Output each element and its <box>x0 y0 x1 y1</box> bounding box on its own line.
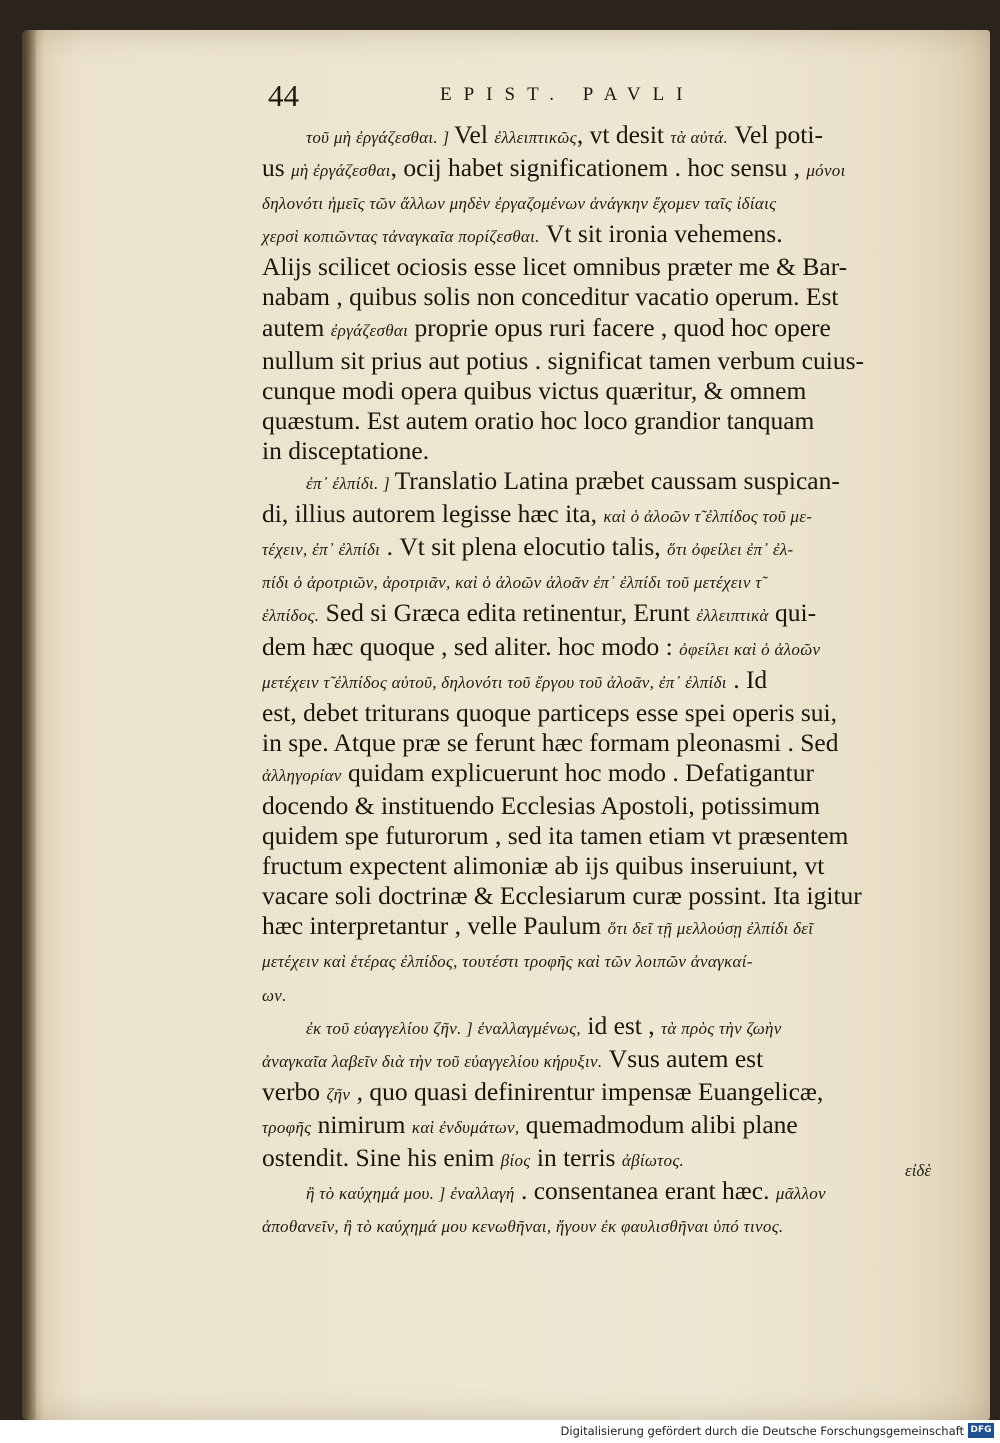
latin-text: quidam explicuerunt hoc modo . Defatigantur <box>341 757 814 787</box>
text-line <box>262 436 952 466</box>
greek-text: ἀβίωτος. <box>621 1151 685 1170</box>
text-line <box>262 632 952 665</box>
greek-text: ὅτι ὀφείλει ἐπ᾽ ἐλ- <box>667 540 794 560</box>
latin-text: fructum expectent alimoniæ ab ijs quibus inseruiunt, vt <box>262 851 825 881</box>
greek-text: μετέχειν τ̃ ἐλπίδος αὐτοῦ, δηλονότι τοῦ ἔργου τοῦ ἀλοᾶν, ἐπ᾽ ἐλπίδι <box>262 672 727 692</box>
latin-text: , quo quasi definirentur impensæ Euangelicæ, <box>350 1076 824 1106</box>
text-line <box>262 728 952 758</box>
text-line <box>262 376 952 406</box>
greek-text: βίος <box>500 1151 531 1170</box>
latin-text: cunque modi opera quibus victus quæritur, & omnem <box>262 375 807 405</box>
latin-text: verbo <box>262 1076 327 1106</box>
text-line <box>262 598 952 631</box>
dfg-logo: DFG <box>968 1423 994 1438</box>
footer-bar <box>0 1420 1000 1443</box>
latin-text: quemadmodum alibi plane <box>519 1109 798 1139</box>
greek-text: ἐναλλαγή <box>450 1184 515 1204</box>
text-line <box>262 758 952 791</box>
greek-text: ἀναγκαῖα λαβεῖν διὰ τὴν τοῦ εὐαγγελίου κήρυξιν. <box>262 1051 603 1071</box>
greek-text: δηλονότι ἡμεῖς τῶν ἄλλων μηδὲν ἐργαζομένων ἀνάγκην ἔχομεν ταῖς ἰδίαις <box>262 194 777 214</box>
text-line <box>262 821 952 851</box>
text-line <box>262 1110 952 1143</box>
greek-text: μὴ ἐργάζεσθαι <box>291 161 391 181</box>
greek-text: τὰ πρὸς τὴν ζωὴν <box>661 1018 782 1038</box>
latin-text: . Vt sit plena elocutio talis, <box>380 532 668 562</box>
latin-text: , vt desit <box>576 120 671 149</box>
greek-text: ἢ τὸ καύχημά μου. ] <box>306 1184 451 1204</box>
text-line <box>262 665 952 698</box>
greek-text: ἀλληγορίαν <box>262 765 342 785</box>
latin-text: in disceptatione. <box>262 435 430 465</box>
greek-text: ἐναλλαγμένως, <box>477 1018 581 1038</box>
latin-text: id est , <box>580 1010 662 1040</box>
greek-text: ων. <box>262 985 287 1005</box>
greek-text: ἐπ᾽ ἐλπίδι. ] <box>306 474 395 494</box>
latin-text: Vt sit ironia vehemens. <box>539 219 783 249</box>
text-line <box>262 911 952 944</box>
greek-text: ζῆν <box>326 1084 351 1104</box>
text-line <box>262 186 952 219</box>
greek-text: τοῦ μὴ ἐργάζεσθαι. ] <box>306 128 454 147</box>
text-line <box>262 406 952 436</box>
greek-text: ἐλπίδος. <box>262 606 320 626</box>
greek-text: τέχειν, ἐπ᾽ ἐλπίδι <box>262 540 381 560</box>
greek-text: ἐλλειπτικῶς <box>494 128 577 147</box>
latin-text: in terris <box>530 1143 622 1172</box>
latin-text: nimirum <box>311 1109 412 1139</box>
greek-text: τροφῆς <box>262 1117 312 1137</box>
text-line <box>262 944 952 977</box>
latin-text: quæstum. Est autem oratio hoc loco grandior tanquam <box>262 405 815 435</box>
latin-text: qui- <box>768 598 817 628</box>
greek-text: καὶ ἐνδυμάτων, <box>411 1117 520 1137</box>
text-line <box>262 851 952 881</box>
latin-text: Vsus autem est <box>602 1043 764 1073</box>
latin-text: us <box>262 153 292 183</box>
latin-text: Sed si Græca edita retinentur, Erunt <box>319 598 697 628</box>
text-line <box>262 1143 952 1176</box>
greek-text: τὰ αὐτά. <box>670 128 729 147</box>
latin-text: nabam , quibus solis non conceditur vacatio operum. Est <box>262 282 839 312</box>
greek-text: μόνοι <box>806 161 846 181</box>
latin-text: Translatio Latina præbet caussam suspican- <box>394 466 840 496</box>
text-line <box>262 346 952 376</box>
greek-text: χερσὶ κοπιῶντας τἀναγκαῖα πορίζεσθαι. <box>262 227 540 247</box>
text-line <box>262 466 952 499</box>
text-line <box>262 1176 952 1209</box>
latin-text: est, debet triturans quoque particeps esse spei operis sui, <box>262 697 838 727</box>
latin-text: . Id <box>726 664 768 694</box>
latin-text: Alijs scilicet ociosis esse licet omnibus præter me & Bar- <box>262 252 848 282</box>
greek-text: καὶ ὁ ἀλοῶν τ̃ ἐλπίδος τοῦ με- <box>603 507 813 527</box>
latin-text: Vel <box>453 120 495 149</box>
text-line <box>262 282 952 312</box>
greek-text: ἐλλειπτικὰ <box>696 606 769 626</box>
catchword: εἰδὲ <box>905 1161 932 1180</box>
greek-text: ἐκ τοῦ εὐαγγελίου ζῆν. ] <box>306 1018 478 1038</box>
footer-credit: Digitalisierung gefördert durch die Deutsche Forschungsgemeinschaft <box>560 1424 964 1438</box>
greek-text: μετέχειν καὶ ἑτέρας ἐλπίδος, τουτέστι τροφῆς καὶ τῶν λοιπῶν ἀναγκαί- <box>262 952 753 972</box>
latin-text: Vel poti- <box>728 120 823 149</box>
body-text <box>262 120 952 1242</box>
greek-text: πίδι ὁ ἀροτριῶν, ἀροτριᾶν, καὶ ὁ ἀλοῶν ἀλοᾶν ἐπ᾽ ἐλπίδι τοῦ μετέχειν τ̃ <box>262 573 762 593</box>
text-line <box>262 1077 952 1110</box>
text-line <box>262 153 952 186</box>
latin-text: vacare soli doctrinæ & Ecclesiarum curæ possint. Ita igitur <box>262 881 862 911</box>
latin-text: proprie opus ruri facere , quod hoc opere <box>408 312 831 342</box>
running-head: EPIST. PAVLI <box>440 84 695 105</box>
greek-text: ὅτι δεῖ τῇ μελλούσῃ ἐλπίδι δεῖ <box>607 919 814 939</box>
page-header <box>268 78 788 118</box>
latin-text: quidem spe futurorum , sed ita tamen etiam vt præsentem <box>262 821 849 851</box>
greek-text: ἀποθανεῖν, ἢ τὸ καύχημά μου κενωθῆναι, ἤγουν ἐκ φαυλισθῆναι ὑπό τινος. <box>262 1217 784 1237</box>
latin-text: , ocij habet significationem . hoc sensu , <box>390 153 807 183</box>
text-line <box>262 881 952 911</box>
text-line <box>262 1044 952 1077</box>
greek-text: μᾶλλον <box>775 1184 826 1204</box>
text-line <box>262 499 952 532</box>
greek-text: ὀφείλει καὶ ὁ ἀλοῶν <box>679 639 821 659</box>
latin-text: hæc interpretantur , velle Paulum <box>262 911 608 941</box>
latin-text: di, illius autorem legisse hæc ita, <box>262 499 604 529</box>
text-line <box>262 978 952 1011</box>
text-line <box>262 698 952 728</box>
latin-text: autem <box>262 312 331 342</box>
greek-text: ἐργάζεσθαι <box>330 320 409 340</box>
latin-text: nullum sit prius aut potius . significat tamen verbum cuius- <box>262 345 865 375</box>
latin-text: in spe. Atque præ se ferunt hæc formam pleonasmi . Sed <box>262 727 839 757</box>
text-line <box>262 252 952 282</box>
latin-text: dem hæc quoque , sed aliter. hoc modo : <box>262 631 680 661</box>
latin-text: docendo & instituendo Ecclesias Apostoli, potissimum <box>262 790 821 820</box>
text-line <box>262 565 952 598</box>
latin-text: . consentanea erant hæc. <box>514 1176 776 1206</box>
page-number: 44 <box>268 78 299 113</box>
text-line <box>262 532 952 565</box>
text-line <box>262 313 952 346</box>
text-line <box>262 791 952 821</box>
text-line <box>262 120 952 153</box>
latin-text: ostendit. Sine his enim <box>262 1143 501 1172</box>
text-line <box>262 219 952 252</box>
text-line <box>262 1011 952 1044</box>
text-line <box>262 1209 952 1242</box>
